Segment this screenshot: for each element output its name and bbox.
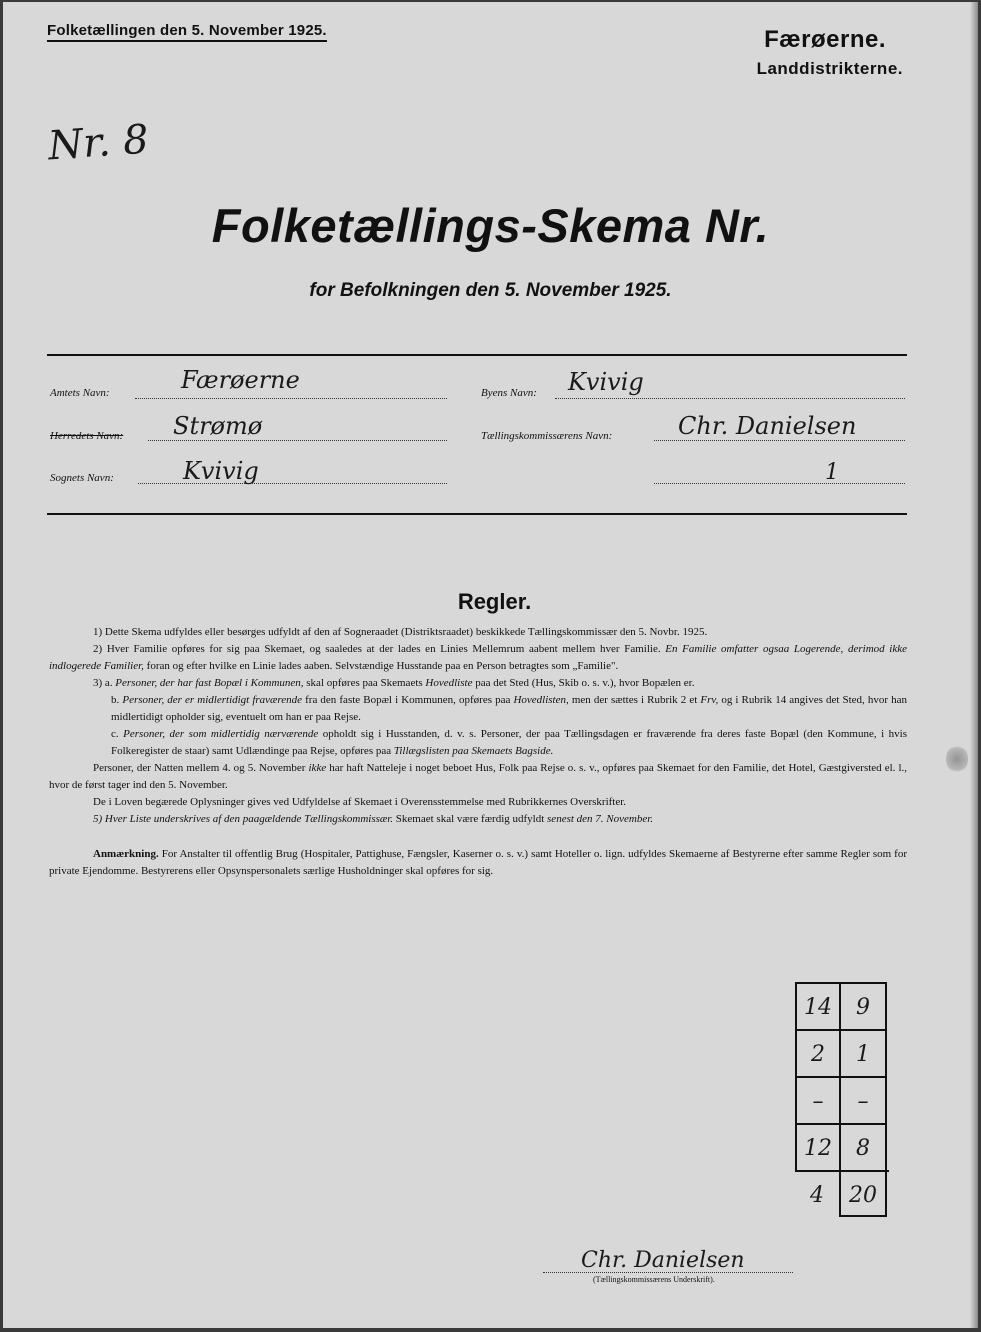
signature-line (543, 1272, 793, 1273)
tally-cell: – (795, 1076, 841, 1123)
signature: Chr. Danielsen (581, 1248, 745, 1273)
note: Anmærkning. For Anstalter til offentlig Brug (Hospitaler, Pattighuse, Fængsler, Kaserner o. s. v.) samt Hoteller o. lign. udfyldes Skemaerne af Bestyrerne efter samme Regler som for private Ejendomme. Bestyrerens eller Opsynspersonalets særlige Husholdninger skal opføres for sig. (49, 848, 908, 877)
amt-label: Amtets Navn: (50, 387, 110, 399)
census-form-page (3, 2, 978, 1328)
rule-2: 2) Hver Familie opføres for sig paa Skemaet, og saaledes at der lades en Linies Mellemrum aabent mellem hver Familie. En Familie omfatter ogsaa Logerende, derimod ikke indlogerede Familier, foran og efter hvilke en Linie lades aaben. Selvstændige Husstande paa en Person betragtes som „Familie". (49, 643, 908, 672)
margin-stain (946, 744, 968, 774)
form-subtitle: for Befolkningen den 5. November 1925. (309, 280, 672, 301)
rule-4: Personer, der Natten mellem 4. og 5. November ikke har haft Natteleje i noget beboet Hus, Folk paa Rejse o. s. v., opføres paa Skemaet for den Familie, det Hotel, Gæstgiversted el. l., hvor de først tager ind den 5. November. (49, 762, 908, 791)
region-header: Færøerne. (764, 26, 886, 53)
tally-cell: 1 (841, 1029, 887, 1076)
rules-text (49, 624, 907, 880)
tally-row (795, 1029, 889, 1076)
rule-3c: c. Personer, der som midlertidig nærværende opholdt sig i Husstanden, d. v. s. Personer, der paa Tællingsdagen er fraværende fra deres faste Bopæl (den Kommune, i hvis Folkeregister de staar) samt Udlændinge paa Rejse, opføres paa Tillægslisten paa Skemaets Bagside. (111, 728, 908, 757)
form-title: Folketællings-Skema Nr. (211, 199, 770, 252)
extra-mark: 1 (825, 460, 839, 485)
district-header: Landdistrikterne. (756, 59, 903, 78)
amt-line (135, 398, 447, 399)
by-label: Byens Navn: (481, 387, 537, 399)
herred-label: Herredets Navn: (50, 430, 124, 442)
by-value: Kvivig (568, 368, 644, 396)
kommissaer-label: Tællingskommissærens Navn: (481, 430, 613, 442)
top-divider (47, 354, 907, 356)
rule-1: 1) Dette Skema udfyldes eller besørges udfyldt af den af Sogneraadet (Distriktsraadet) beskikkede Tællingskommissær den 5. Novbr. 1925. (93, 626, 708, 638)
tally-cell: 4 (795, 1170, 841, 1217)
by-line (555, 398, 905, 399)
bottom-divider (47, 513, 907, 515)
tally-cell: – (841, 1076, 887, 1123)
tally-row (795, 1076, 889, 1123)
tally-cell: 8 (841, 1123, 887, 1170)
rule-3a: 3) a. Personer, der har fast Bopæl i Kommunen, skal opføres paa Skemaets Hovedliste paa det Sted (Hus, Skib o. s. v.), hvor Bopælen er. (93, 677, 695, 689)
tally-cell: 14 (795, 982, 841, 1029)
rule-3b: b. Personer, der er midlertidigt fraværende fra den faste Bopæl i Kommunen, opføres paa Hovedlisten, men der sættes i Rubrik 2 et Frv, og i Rubrik 14 angives det Sted, hvor han midlertidigt opholder sig, eventuelt om han er paa Rejse. (111, 694, 908, 723)
census-date-header: Folketællingen den 5. November 1925. (47, 22, 327, 42)
tally-cell: 20 (841, 1170, 887, 1217)
rules-title: Regler. (457, 589, 532, 614)
signature-caption: (Tællingskommissærens Underskrift). (593, 1275, 715, 1284)
sogn-label: Sognets Navn: (50, 472, 114, 484)
rule-5: 5) Hver Liste underskrives af den paagældende Tællingskommissær. Skemaet skal være færdig udfyldt senest den 7. November. (93, 813, 654, 825)
handwritten-form-number: Nr. 8 (46, 116, 151, 170)
kommissaer-value: Chr. Danielsen (678, 412, 857, 440)
tally-row (795, 982, 889, 1029)
kommissaer-line (654, 440, 905, 441)
tally-cell: 2 (795, 1029, 841, 1076)
herred-line (148, 440, 447, 441)
tally-box (795, 982, 889, 1217)
rule-4b: De i Loven begærede Oplysninger gives ved Udfyldelse af Skemaet i Overensstemmelse med Rubrikkernes Overskrifter. (93, 796, 627, 808)
tally-row (795, 1123, 889, 1170)
tally-cell: 12 (795, 1123, 841, 1170)
tally-row-total (795, 1170, 889, 1217)
sogn-value: Kvivig (183, 457, 259, 485)
herred-value: Strømø (173, 412, 263, 440)
tally-cell: 9 (841, 982, 887, 1029)
amt-value: Færøerne (181, 366, 300, 394)
extra-line (654, 483, 905, 484)
